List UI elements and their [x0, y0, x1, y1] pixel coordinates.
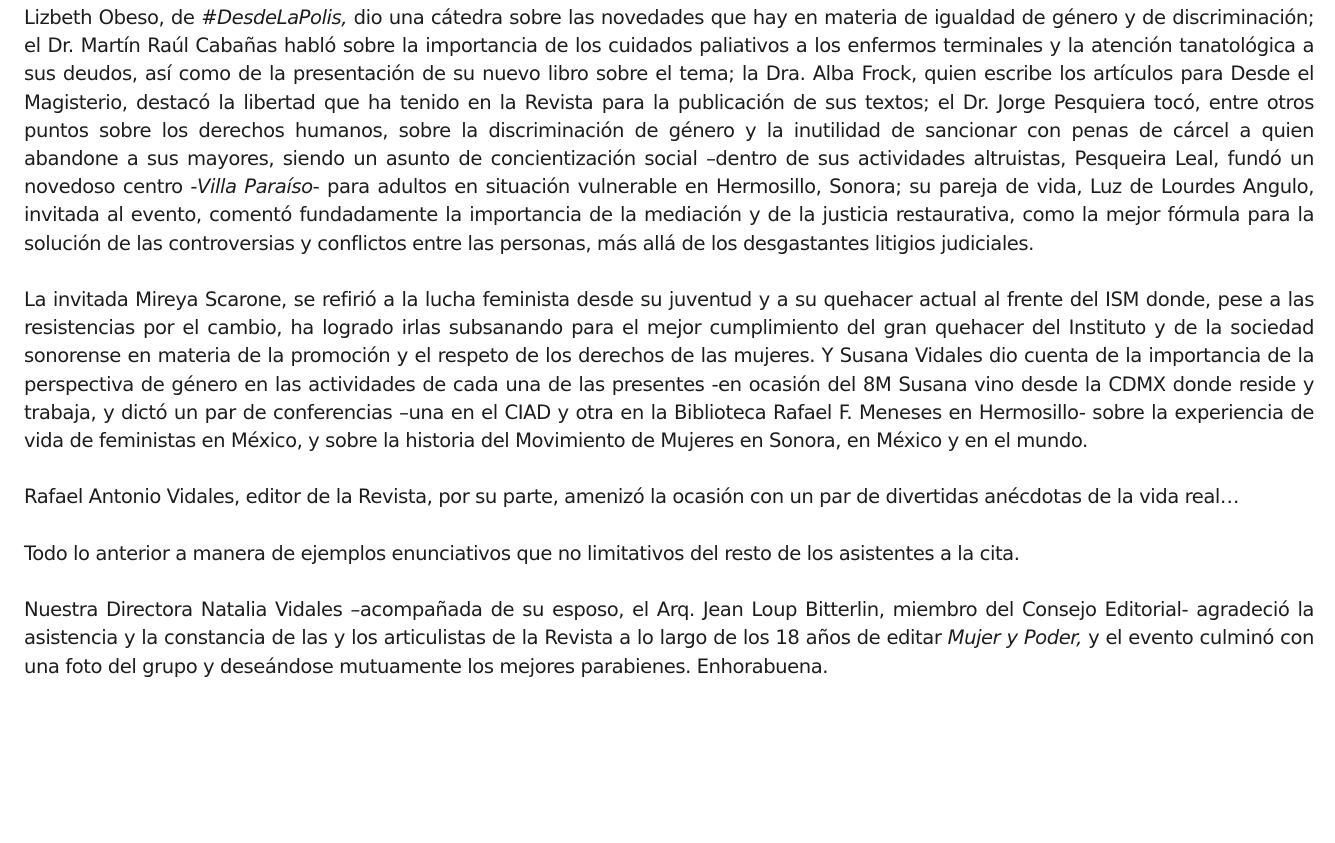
paragraph-4	[24, 540, 1314, 568]
paragraph-5	[24, 596, 1314, 681]
text-segment: y el evento culminó con una foto del grupo y deseándose mutuamente los mejores parabienes. Enhorabuena.	[24, 626, 1314, 678]
article-body	[24, 4, 1314, 681]
hashtag-desdelapolis: #DesdeLaPolis,	[201, 6, 348, 29]
text-segment: - para adultos en situación vulnerable en Hermosillo, Sonora; su pareja de vida, Luz de Lourdes Angulo, invitada al evento, comentó fundadamente la importancia de la mediación y de la justicia restaurativa, como la mejor fórmula para la solución de las controversias y conflictos entre las personas, más allá de los desgastantes litigios judiciales.	[24, 175, 1314, 255]
magazine-title: Mujer y Poder,	[947, 626, 1082, 650]
paragraph-1	[24, 4, 1314, 258]
paragraph-2	[24, 286, 1314, 455]
text-segment: La invitada Mireya Scarone, se refirió a la lucha feminista desde su juventud y a su quehacer actual al frente del ISM donde, pese a las resistencias por el cambio, ha logrado irlas subsanando para el mejor cumplimiento del gran quehacer del Instituto y de la sociedad sonorense en materia de la promoción y el respeto de los derechos de las mujeres. Y Susana Vidales dio cuenta de la importancia de la perspectiva de género en las actividades de cada una de las presentes -en ocasión del 8M Susana vino desde la CDMX donde reside y trabaja, y dictó un par de conferencias –una en el CIAD y otra en la Biblioteca Rafael F. Meneses en Hermosillo- sobre la experiencia de vida de feministas en México, y sobre la historia del Movimiento de Mujeres en Sonora, en México y en el mundo.	[24, 288, 1314, 453]
paragraph-3	[24, 483, 1314, 511]
text-segment: dio una cátedra sobre las novedades que hay en materia de igualdad de género y de discriminación; el Dr. Martín Raúl Cabañas habló sobre la importancia de los cuidados paliativos a los enfermos terminales y la atención tanatológica a sus deudos, así como de la presentación de su nuevo libro sobre el tema; la Dra. Alba Frock, quien escribe los artículos para Desde el Magisterio, destacó la libertad que ha tenido en la Revista para la publicación de sus textos; el Dr. Jorge Pesquiera tocó, entre otros puntos sobre los derechos humanos, sobre la discriminación de género y la inutilidad de sancionar con penas de cárcel a quien abandone a sus mayores, siendo un asunto de concientización social –dentro de sus actividades altruistas, Pesqueira Leal, fundó un novedoso centro -	[24, 6, 1315, 199]
villa-paraiso-name: Villa Paraíso	[197, 175, 313, 199]
text-segment: Todo lo anterior a manera de ejemplos enunciativos que no limitativos del resto de los asistentes a la cita.	[24, 541, 1020, 565]
text-segment: Lizbeth Obeso, de	[24, 6, 202, 29]
text-segment: Rafael Antonio Vidales, editor de la Revista, por su parte, amenizó la ocasión con un par de divertidas anécdotas de la vida real…	[24, 485, 1240, 509]
text-segment: Nuestra Directora Natalia Vidales –acompañada de su esposo, el Arq. Jean Loup Bitterlin, miembro del Consejo Editorial- agradeció la asistencia y la constancia de las y los articulistas de la Revista a lo largo de los 18 años de editar	[24, 598, 1314, 650]
